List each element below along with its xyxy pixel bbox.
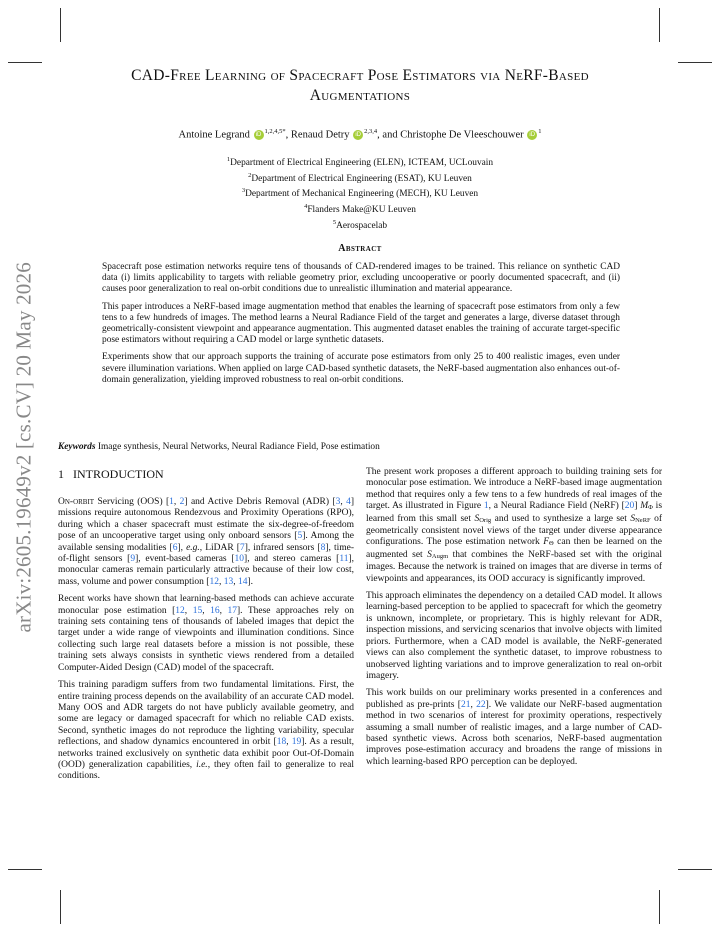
affiliation-line: $^5$Aerospacelab: [332, 218, 388, 231]
crop-mark-bottom-right-h: [678, 869, 712, 870]
abstract-paragraph: Spacecraft pose estimation networks require tens of thousands of CAD-rendered images to be trained. This reliance on synthetic CAD data (i) limits applicability to targets with reliable geometry prior, excluding uncooperative or poorly documented spacecraft, and (ii) causes poor generalization to real on-orbit conditions due to unrealistic illumination and material appearance.: [102, 262, 620, 295]
author-name: and Christophe De Vleeschouwer: [382, 129, 524, 141]
left-column: [58, 497, 354, 789]
title-line-2: Augmentations: [309, 87, 411, 104]
citation-link[interactable]: 18: [276, 737, 287, 748]
arxiv-watermark: arXiv:2605.19649v2 [cs.CV] 20 May 2026: [11, 262, 36, 633]
author-affil-sup: 1,2,4,5*: [264, 128, 286, 135]
abstract-paragraph: This paper introduces a NeRF-based image augmentation method that enables the learning of spacecraft pose estimators from only a few tens to a few hundreds of images. The method learns a Neural Radiance Field of the target and generates a large, diverse dataset through geometrically-consistent viewpoint and appearance augmentation. This augmented dataset enables the training of accurate target-specific pose estimators without requiring a CAD model or large synthetic datasets.: [102, 301, 620, 346]
affiliation-line: $^1$Department of Electrical Engineering (ELEN), ICTEAM, UCLouvain: [226, 156, 494, 169]
abstract-paragraph: Experiments show that our approach supports the training of accurate pose estimators from only 25 to 400 realistic images, even under severe illumination variations. When applied on large CAD-based synthetic datasets, the NeRF-based augmentation also enhances out-of-domain generalization, yielding improved robustness to real on-orbit conditions.: [102, 352, 620, 385]
citation-link[interactable]: 4: [346, 497, 351, 507]
keywords: [58, 442, 668, 452]
body-paragraph: Recent works have shown that learning-based methods can achieve accurate monocular pose estimation [12, 15, 16, 17]. These approaches rely on training sets containing tens of thousands of labeled images that depict the target under a wide range of viewpoints and illumination conditions. Since collecting such large real datasets before a mission is not possible, these training sets always consists in synthetic views rendered from a detailed Computer-Aided Design (CAD) model of the spacecraft.: [58, 594, 355, 673]
author-affil-sup: 2,3,4: [364, 128, 378, 135]
citation-link[interactable]: 3: [335, 497, 341, 507]
citation-link[interactable]: 17: [227, 605, 237, 616]
crop-mark-top-left-h: [8, 62, 42, 63]
citation-link[interactable]: 15: [192, 605, 203, 616]
section-heading: [58, 467, 164, 482]
figure-link[interactable]: 1: [483, 501, 489, 512]
section-title: INTRODUCTION: [73, 467, 164, 481]
affiliation-number: 2: [248, 171, 252, 179]
orcid-icon[interactable]: iD: [254, 130, 264, 140]
author-list: Antoine Legrand $iD^{1,2,4,5*}$, Renaud Detry iD$^{2,3,4}$, and Christophe De Vleeschouwer $iD^1$: [178, 128, 542, 141]
crop-mark-bottom-left-v: [60, 890, 61, 924]
affiliation-line: $^2$Department of Electrical Engineering (ESAT), KU Leuven: [248, 171, 472, 184]
abstract-heading: Abstract: [338, 243, 382, 254]
body-paragraph: The present work proposes a different approach to building training sets for monocular pose estimation. We introduce a NeRF-based image augmentation method that requires only a few tens to a few hundreds of real images of the target. As illustrated in Figure 1, a Neural Radiance Field (NeRF) [20] MΦ is learned from this small set SOrig and used to synthesize a large set SNeRF of geometrically consistent novel views of the target under diverse appearance configurations. The pose estimation network FΘ can then be learned on the augmented set SAugm that combines the NeRF-based set with the original images. Because the network is trained on images that are diverse in terms of viewpoints and appearances, its OOD accuracy is significantly improved.: [366, 467, 663, 584]
affiliation-number: 3: [241, 187, 246, 195]
citation-link[interactable]: 19: [291, 737, 302, 748]
affiliations: [60, 154, 660, 233]
citation-link[interactable]: 10: [234, 554, 245, 565]
keywords-text: Image synthesis, Neural Networks, Neural Radiance Field, Pose estimation: [97, 442, 380, 452]
citation-link[interactable]: 13: [223, 576, 234, 587]
citation-link[interactable]: 1: [169, 497, 174, 507]
citation-link[interactable]: 14: [237, 576, 248, 587]
citation-link[interactable]: 8: [320, 542, 326, 553]
body-paragraph: On-orbit Servicing (OOS) [1, 2] and Active Debris Removal (ADR) [3, 4] missions require autonomous Rendezvous and Proximity Operations (RPO), during which a chaser spacecraft must estimate the six-degree-of-freedom pose of an uncooperative target using only onboard sensors [5]. Among the available sensing modalities [6], e.g., LiDAR [7], infrared sensors [8], time-of-flight sensors [9], event-based cameras [10], and stereo cameras [11], monocular cameras remain particularly attractive because of their low cost, mass, volume and power consumption [12, 13, 14].: [58, 497, 355, 587]
body-paragraph: This training paradigm suffers from two fundamental limitations. First, the entire training process depends on the availability of an accurate CAD model. Many OOS and ADR targets do not have publicly available geometry, and some are legacy or damaged spacecraft for which no reliable CAD exists. Second, synthetic images do not reproduce the lighting variability, specular reflections, and shadow dynamics encountered in orbit [18, 19]. As a result, networks trained exclusively on synthetic data exhibit poor Out-Of-Domain (OOD) generalization capabilities, i.e., they often fail to generalize to real conditions.: [58, 680, 354, 782]
citation-link[interactable]: 21: [460, 699, 471, 710]
citation-link[interactable]: 11: [339, 554, 349, 565]
orcid-icon[interactable]: iD: [527, 130, 537, 140]
inline-smallcaps: On-orbit: [58, 497, 95, 507]
citation-link[interactable]: 7: [239, 542, 245, 553]
author-name: Renaud Detry: [290, 129, 350, 141]
citation-link[interactable]: 12: [209, 576, 219, 587]
title-line-1: CAD-Free Learning of Spacecraft Pose Estimators via NeRF-Based: [131, 67, 589, 84]
citation-link[interactable]: 12: [175, 605, 185, 616]
orcid-icon[interactable]: iD: [353, 130, 363, 140]
abstract-body: [102, 262, 620, 392]
section-number: 1: [58, 467, 64, 481]
right-column: [366, 467, 662, 774]
crop-mark-top-right-v: [659, 8, 660, 42]
body-paragraph: This work builds on our preliminary works presented in a conferences and published as pre-prints [21, 22]. We validate our NeRF-based augmentation method in two scenarios of interest for proximity operations, respectively assuming a small number of realistic images, and a large number of CAD-based synthetic views. Across both scenarios, NeRF-based augmentation improves pose-estimation accuracy and broadens the range of missions in which learning-based RPO perception can be deployed.: [366, 688, 662, 767]
author-affil-sup: 1: [538, 128, 542, 135]
crop-mark-bottom-left-h: [8, 869, 42, 870]
citation-link[interactable]: 16: [210, 605, 220, 616]
citation-link[interactable]: 2: [179, 497, 185, 507]
citation-link[interactable]: 6: [172, 542, 178, 553]
crop-mark-bottom-right-v: [659, 890, 660, 924]
keywords-label: Keywords: [58, 442, 96, 452]
paper-title: [60, 66, 660, 106]
affiliation-number: 5: [332, 218, 337, 226]
citation-link[interactable]: 9: [130, 554, 136, 565]
citation-link[interactable]: 20: [624, 501, 635, 512]
affiliation-number: 1: [226, 156, 231, 163]
citation-link[interactable]: 22: [476, 699, 486, 710]
author-name: Antoine Legrand: [178, 129, 250, 141]
crop-mark-top-left-v: [60, 8, 61, 42]
body-paragraph: This approach eliminates the dependency on a detailed CAD model. It allows learning-based perception to be applied to spacecraft for which the geometry is unknown, incomplete, or proprietary. This is highly relevant for ADR, inspection missions, and servicing scenarios that involve objects with limited priors. Furthermore, when a CAD model is available, the NeRF-generated views can also complement the synthetic dataset, to improve robustness to unobserved lighting variations and to improve generalization to real on-orbit imagery.: [366, 591, 662, 681]
affiliation-line: $^4$Flanders Make@KU Leuven: [304, 203, 416, 216]
affiliation-number: 4: [304, 203, 308, 211]
crop-mark-top-right-h: [678, 62, 712, 63]
affiliation-line: $^3$Department of Mechanical Engineering (MECH), KU Leuven: [241, 187, 479, 200]
citation-link[interactable]: 5: [297, 531, 303, 542]
